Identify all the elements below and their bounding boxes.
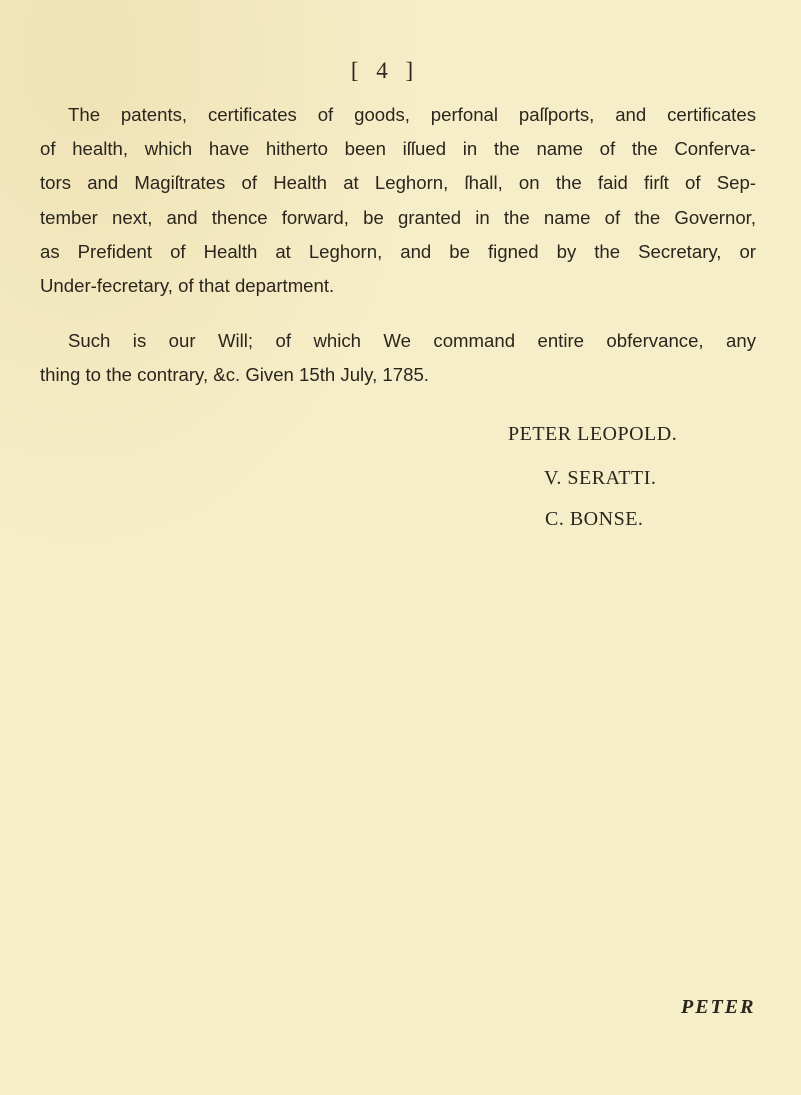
signature-seratti: V. SERATTI. — [544, 467, 657, 489]
catchword: PETER — [681, 996, 756, 1018]
text-line: tors and Magiſtrates of Health at Leghorn, ſhall, on the faid firſt of Sep- — [40, 172, 756, 194]
text-line: thing to the contrary, &c. Given 15th July, 1785. — [40, 364, 429, 386]
signature-peter-leopold: PETER LEOPOLD. — [508, 423, 678, 445]
text-line: as Prefident of Health at Leghorn, and be figned by the Secretary, or — [40, 240, 756, 262]
paragraph-patents — [40, 98, 756, 303]
page-number: [ 4 ] — [350, 58, 420, 83]
text-line: Under-fecretary, of that department. — [40, 275, 335, 297]
text-line: Such is our Will; of which We command entire obfervance, any — [68, 330, 756, 351]
signature-bonse: C. BONSE. — [545, 508, 644, 530]
paragraph-decree — [40, 324, 756, 392]
text-line: tember next, and thence forward, be granted in the name of the Governor, — [40, 206, 756, 228]
text-line: of health, which have hitherto been iſſued in the name of the Conferva- — [40, 138, 756, 160]
text-line: The patents, certificates of goods, perfonal paſſports, and certificates — [68, 104, 756, 125]
